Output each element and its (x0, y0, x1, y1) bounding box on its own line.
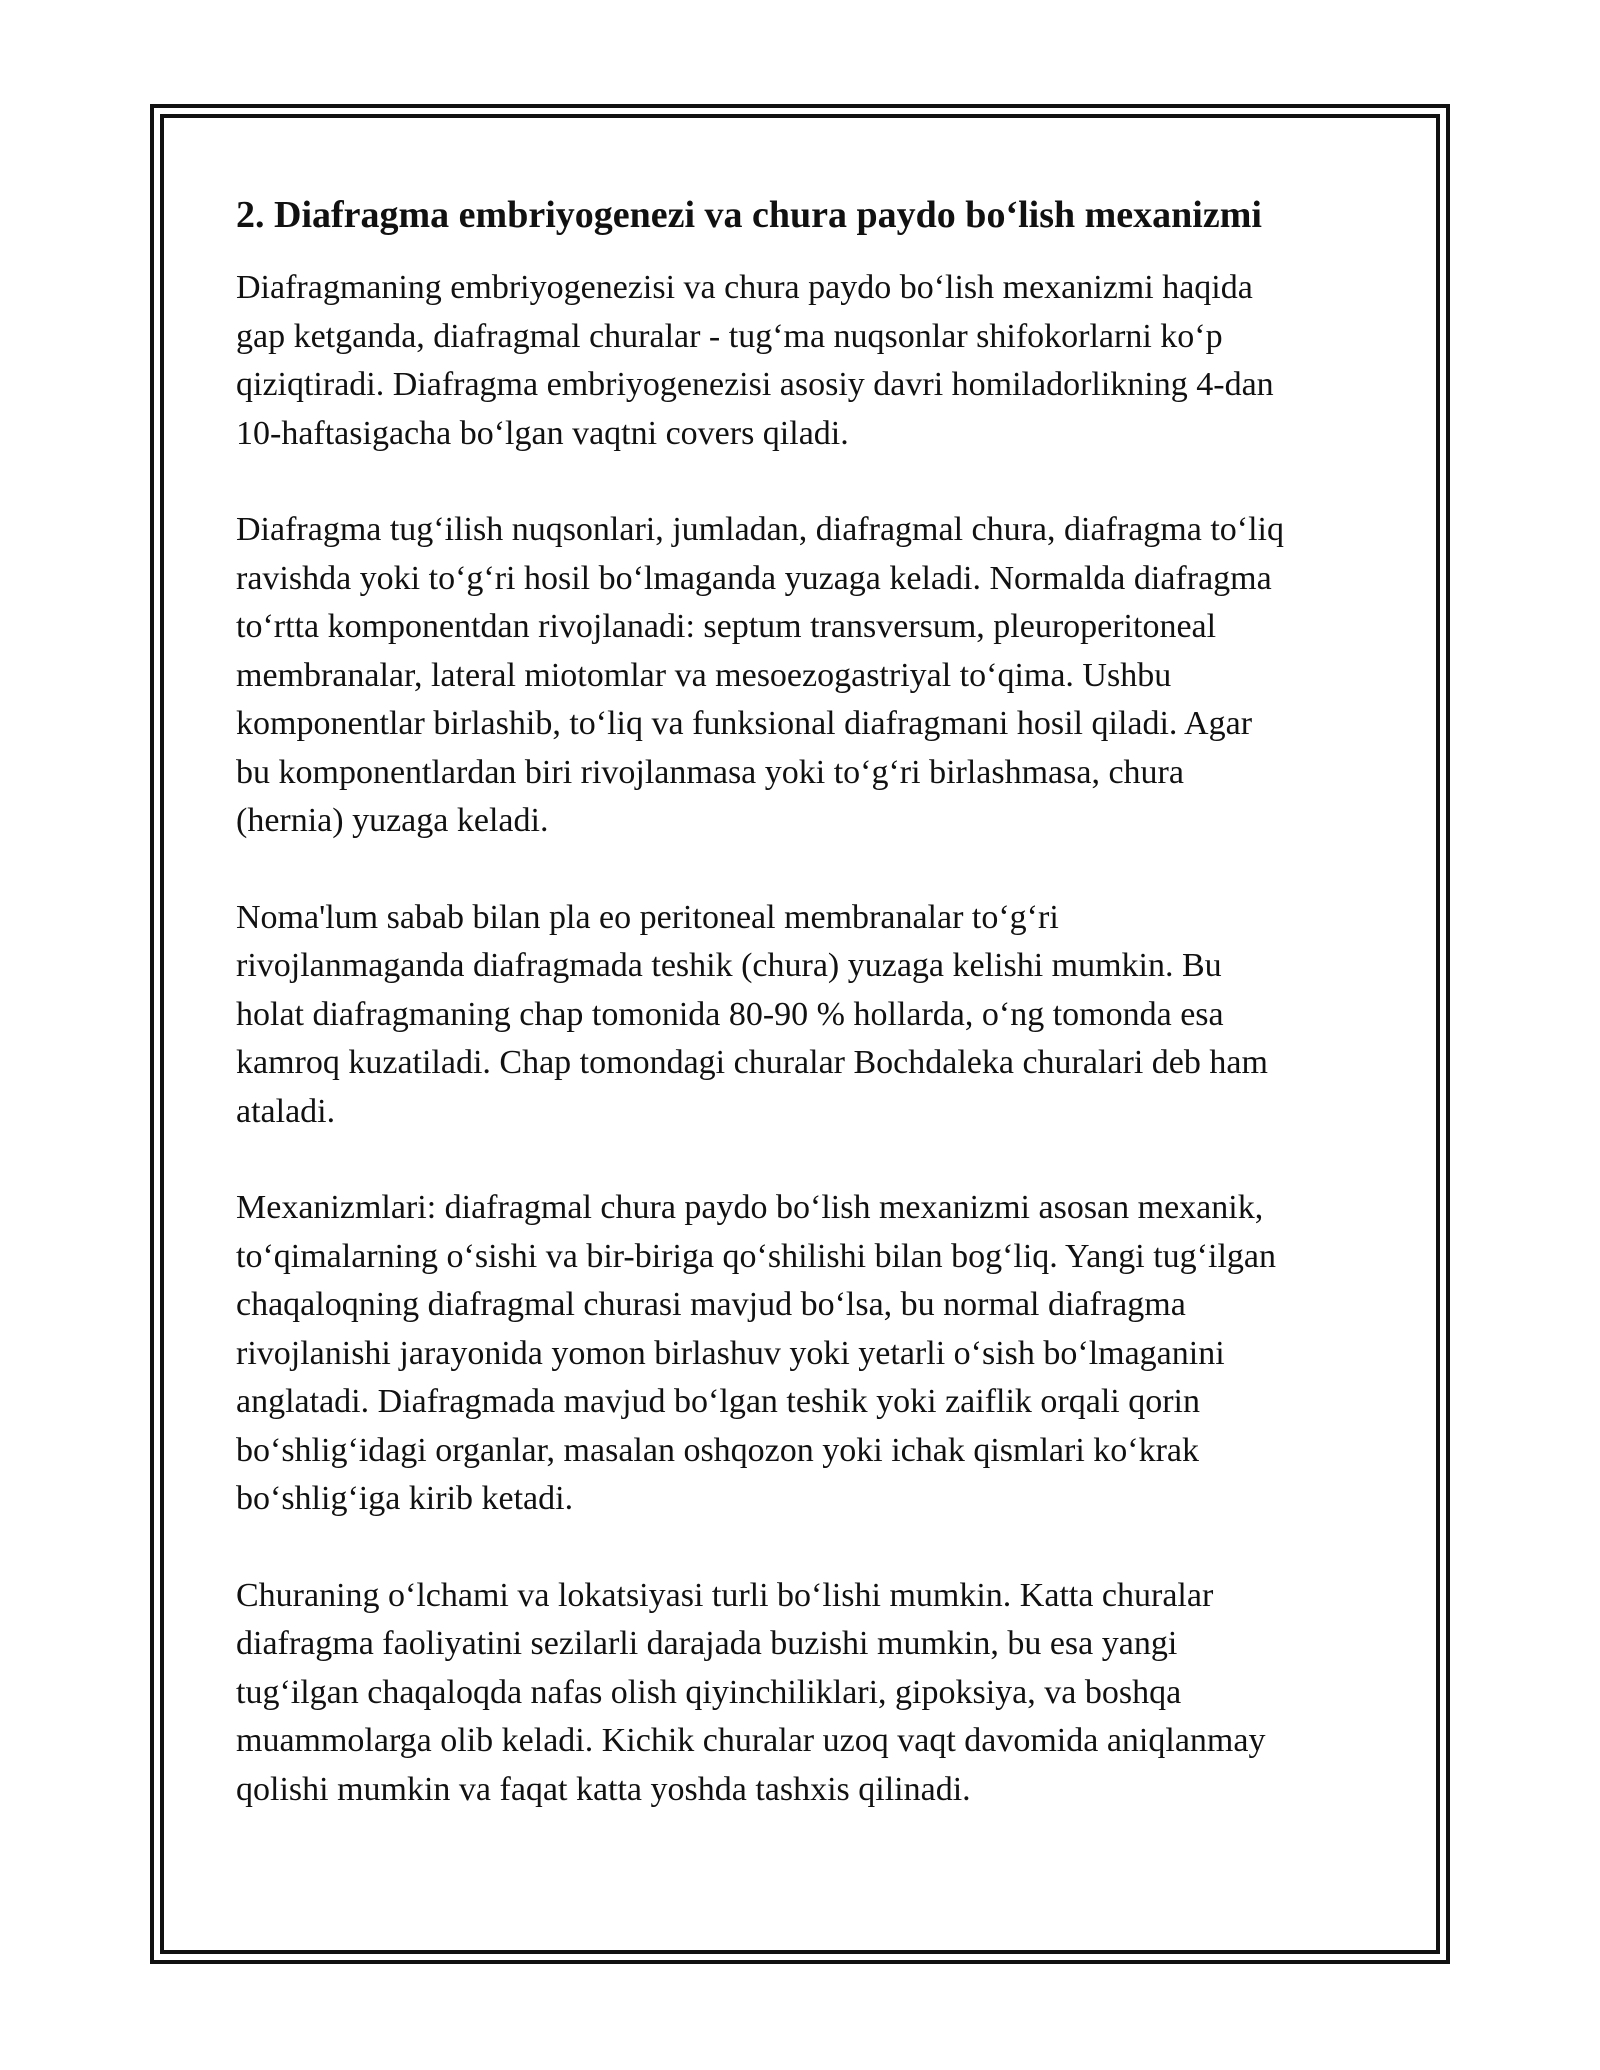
text-line: 10-haftasigacha bo‘lgan vaqtni covers qiladi. (236, 414, 849, 452)
text-line: anglatadi. Diafragmada mavjud bo‘lgan teshik yoki zaiflik orqali qorin (236, 1383, 1200, 1420)
text-line: membranalar, lateral miotomlar va mesoezogastriyal to‘qima. Ushbu (236, 656, 1172, 694)
text-line: ravishda yoki to‘g‘ri hosil bo‘lmaganda yuzaga keladi. Normalda diafragma (236, 559, 1272, 597)
text-line: Diafragma tug‘ilish nuqsonlari, jumladan, diafragmal chura, diafragma to‘liq (236, 511, 1284, 548)
text-line: qiziqtiradi. Diafragma embriyogenezisi asosiy davri homiladorlikning 4-dan (236, 366, 1274, 403)
text-line: Diafragmaning embriyogenezisi va chura paydo bo‘lish mexanizmi haqida (236, 269, 1253, 306)
text-line: bo‘shlig‘idagi organlar, masalan oshqozon yoki ichak qismlari ko‘krak (236, 1431, 1200, 1469)
paragraph-1 (236, 264, 1384, 458)
text-line: kamroq kuzatiladi. Chap tomondagi churalar Bochdaleka churalari deb ham (236, 1044, 1268, 1081)
document-body (236, 186, 1384, 1862)
text-line: bu komponentlardan biri rivojlanmasa yoki to‘g‘ri birlashmasa, chura (236, 753, 1184, 791)
text-line: Churaning o‘lchami va lokatsiyasi turli bo‘lishi mumkin. Katta churalar (236, 1576, 1214, 1614)
text-line: qolishi mumkin va faqat katta yoshda tashxis qilinadi. (236, 1770, 971, 1808)
section-heading: 2. Diafragma embriyogenezi va chura paydo bo‘lish mexanizmi (236, 194, 1262, 236)
text-line: tug‘ilgan chaqaloqda nafas olish qiyinchiliklari, gipoksiya, va boshqa (236, 1673, 1182, 1711)
text-line: rivojlanmaganda diafragmada teshik (chura) yuzaga kelishi mumkin. Bu (236, 947, 1222, 984)
text-line: Mexanizmlari: diafragmal chura paydo bo‘lish mexanizmi asosan mexanik, (236, 1189, 1264, 1226)
paragraph-4 (236, 1184, 1384, 1524)
text-line: Noma'lum sabab bilan pla eo peritoneal membranalar to‘g‘ri (236, 898, 1059, 936)
text-line: chaqaloqning diafragmal churasi mavjud bo‘lsa, bu normal diafragma (236, 1286, 1186, 1323)
paragraph-3 (236, 894, 1384, 1137)
paragraph-5 (236, 1572, 1384, 1815)
text-line: komponentlar birlashib, to‘liq va funksional diafragmani hosil qiladi. Agar (236, 705, 1253, 742)
text-line: to‘rtta komponentdan rivojlanadi: septum transversum, pleuroperitoneal (236, 608, 1217, 645)
text-line: ataladi. (236, 1092, 336, 1130)
text-line: diafragma faoliyatini sezilarli darajada buzishi mumkin, bu esa yangi (236, 1625, 1178, 1662)
text-line: bo‘shlig‘iga kirib ketadi. (236, 1480, 574, 1517)
text-line: (hernia) yuzaga keladi. (236, 802, 549, 839)
text-line: holat diafragmaning chap tomonida 80-90 % hollarda, o‘ng tomonda esa (236, 995, 1224, 1033)
text-line: muammolarga olib keladi. Kichik churalar uzoq vaqt davomida aniqlanmay (236, 1722, 1266, 1759)
text-line: gap ketganda, diafragmal churalar - tug‘ma nuqsonlar shifokorlarni ko‘p (236, 317, 1223, 355)
paragraph-2 (236, 506, 1384, 846)
text-line: to‘qimalarning o‘sishi va bir-biriga qo‘shilishi bilan bog‘liq. Yangi tug‘ilgan (236, 1237, 1276, 1275)
text-line: rivojlanishi jarayonida yomon birlashuv yoki yetarli o‘sish bo‘lmaganini (236, 1334, 1225, 1372)
